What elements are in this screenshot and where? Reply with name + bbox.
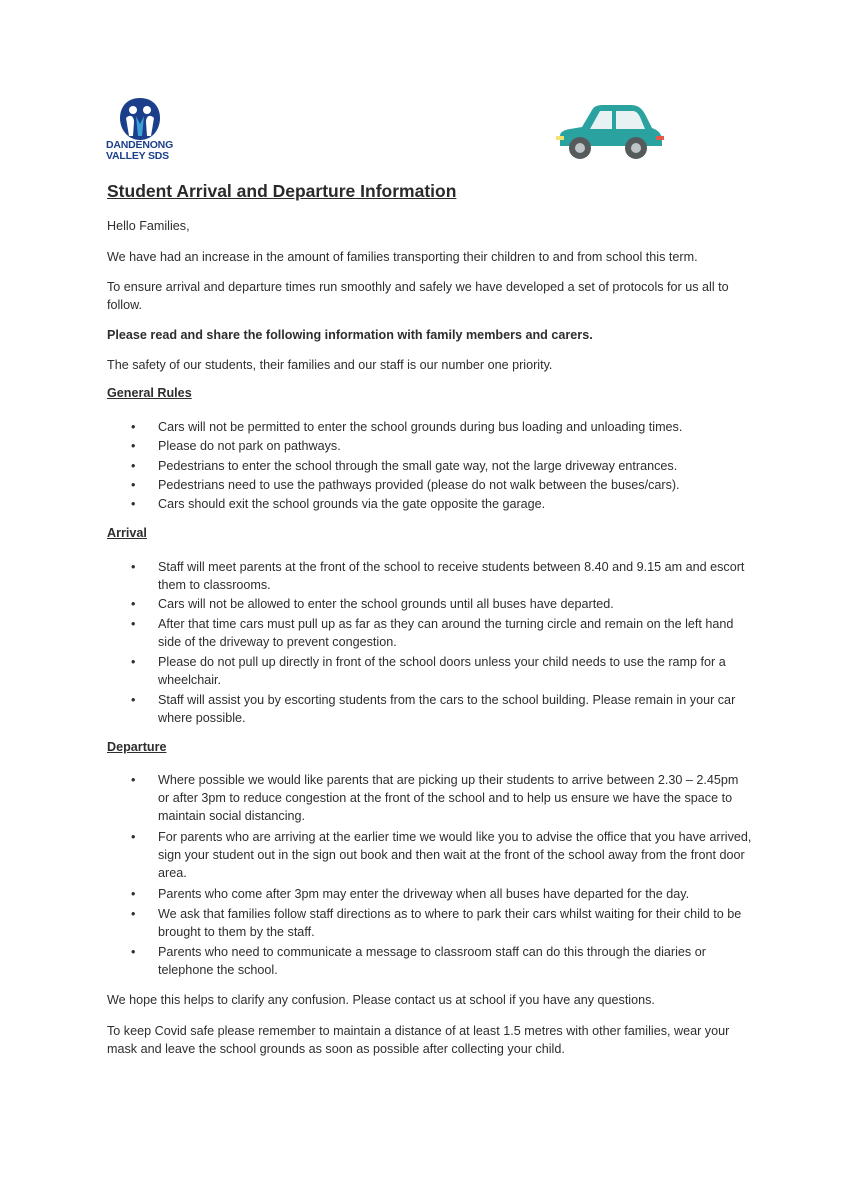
list-item: Cars will not be allowed to enter the school grounds until all buses have departed. [158,597,614,611]
bullet-icon [131,457,141,475]
list-item: We ask that families follow staff directions as to where to park their cars whilst waiting for their child to be brought to them by the staff. [158,907,742,939]
departure-heading: Departure [107,740,167,754]
school-logo [106,96,176,168]
bullet-icon [131,558,141,576]
bullet-icon [131,653,141,671]
list-item: Cars will not be permitted to enter the school grounds during bus loading and unloading times. [158,420,683,434]
list-item: After that time cars must pull up as far as they can around the turning circle and remain on the left hand side of the driveway to prevent congestion. [158,617,734,649]
greeting: Hello Families, [107,219,190,233]
intro-paragraph-2: To ensure arrival and departure times run smoothly and safely we have developed a set of protocols for us all to follow. [107,280,729,312]
intro-paragraph-3: Please read and share the following information with family members and carers. [107,328,593,342]
list-item: Pedestrians to enter the school through the small gate way, not the large driveway entrances. [158,459,678,473]
list-item: For parents who are arriving at the earlier time we would like you to advise the office that you have arrived, sign your student out in the sign out book and then wait at the front of the school away from the front door area. [158,830,752,880]
logo-line-1: DANDENONG [106,139,174,151]
logo-line-2: VALLEY SDS [106,150,169,162]
list-item: Cars should exit the school grounds via the gate opposite the garage. [158,497,546,511]
bullet-icon [131,943,141,961]
list-item: Please do not pull up directly in front of the school doors unless your child needs to use the ramp for a wheelchair. [158,655,726,687]
bullet-icon [131,476,141,494]
school-logo-icon [116,96,164,142]
car-icon [552,102,666,166]
bullet-icon [131,885,141,903]
page-title: Student Arrival and Departure Information [107,181,457,201]
list-item: Please do not park on pathways. [158,439,341,453]
car-illustration [552,102,666,171]
bullet-icon [131,418,141,436]
intro-paragraph-4: The safety of our students, their families and our staff is our number one priority. [107,358,553,372]
bullet-icon [131,437,141,455]
closing-paragraph-2: To keep Covid safe please remember to maintain a distance of at least 1.5 metres with other families, wear your mask and leave the school grounds as soon as possible after collecting your child. [107,1024,730,1056]
logo-text [106,140,176,162]
closing-paragraph-1: We hope this helps to clarify any confusion. Please contact us at school if you have any questions. [107,993,655,1007]
intro-paragraph-1: We have had an increase in the amount of families transporting their children to and from school this term. [107,250,698,264]
general-rules-heading: General Rules [107,386,192,400]
list-item: Where possible we would like parents that are picking up their students to arrive between 2.30 – 2.45pm or after 3pm to reduce congestion at the front of the school and to help us ensure we have the space to maintain social distancing. [158,773,739,823]
list-item: Staff will assist you by escorting students from the cars to the school building. Please remain in your car where possible. [158,693,736,725]
list-item: Pedestrians need to use the pathways provided (please do not walk between the buses/cars). [158,478,680,492]
list-item: Parents who come after 3pm may enter the driveway when all buses have departed for the day. [158,887,690,901]
bullet-icon [131,495,141,513]
bullet-icon [131,595,141,613]
arrival-heading: Arrival [107,526,147,540]
bullet-icon [131,691,141,709]
bullet-icon [131,828,141,846]
bullet-icon [131,615,141,633]
bullet-icon [131,905,141,923]
list-item: Parents who need to communicate a message to classroom staff can do this through the diaries or telephone the school. [158,945,706,977]
list-item: Staff will meet parents at the front of the school to receive students between 8.40 and 9.15 am and escort them to classrooms. [158,560,745,592]
bullet-icon [131,771,141,789]
